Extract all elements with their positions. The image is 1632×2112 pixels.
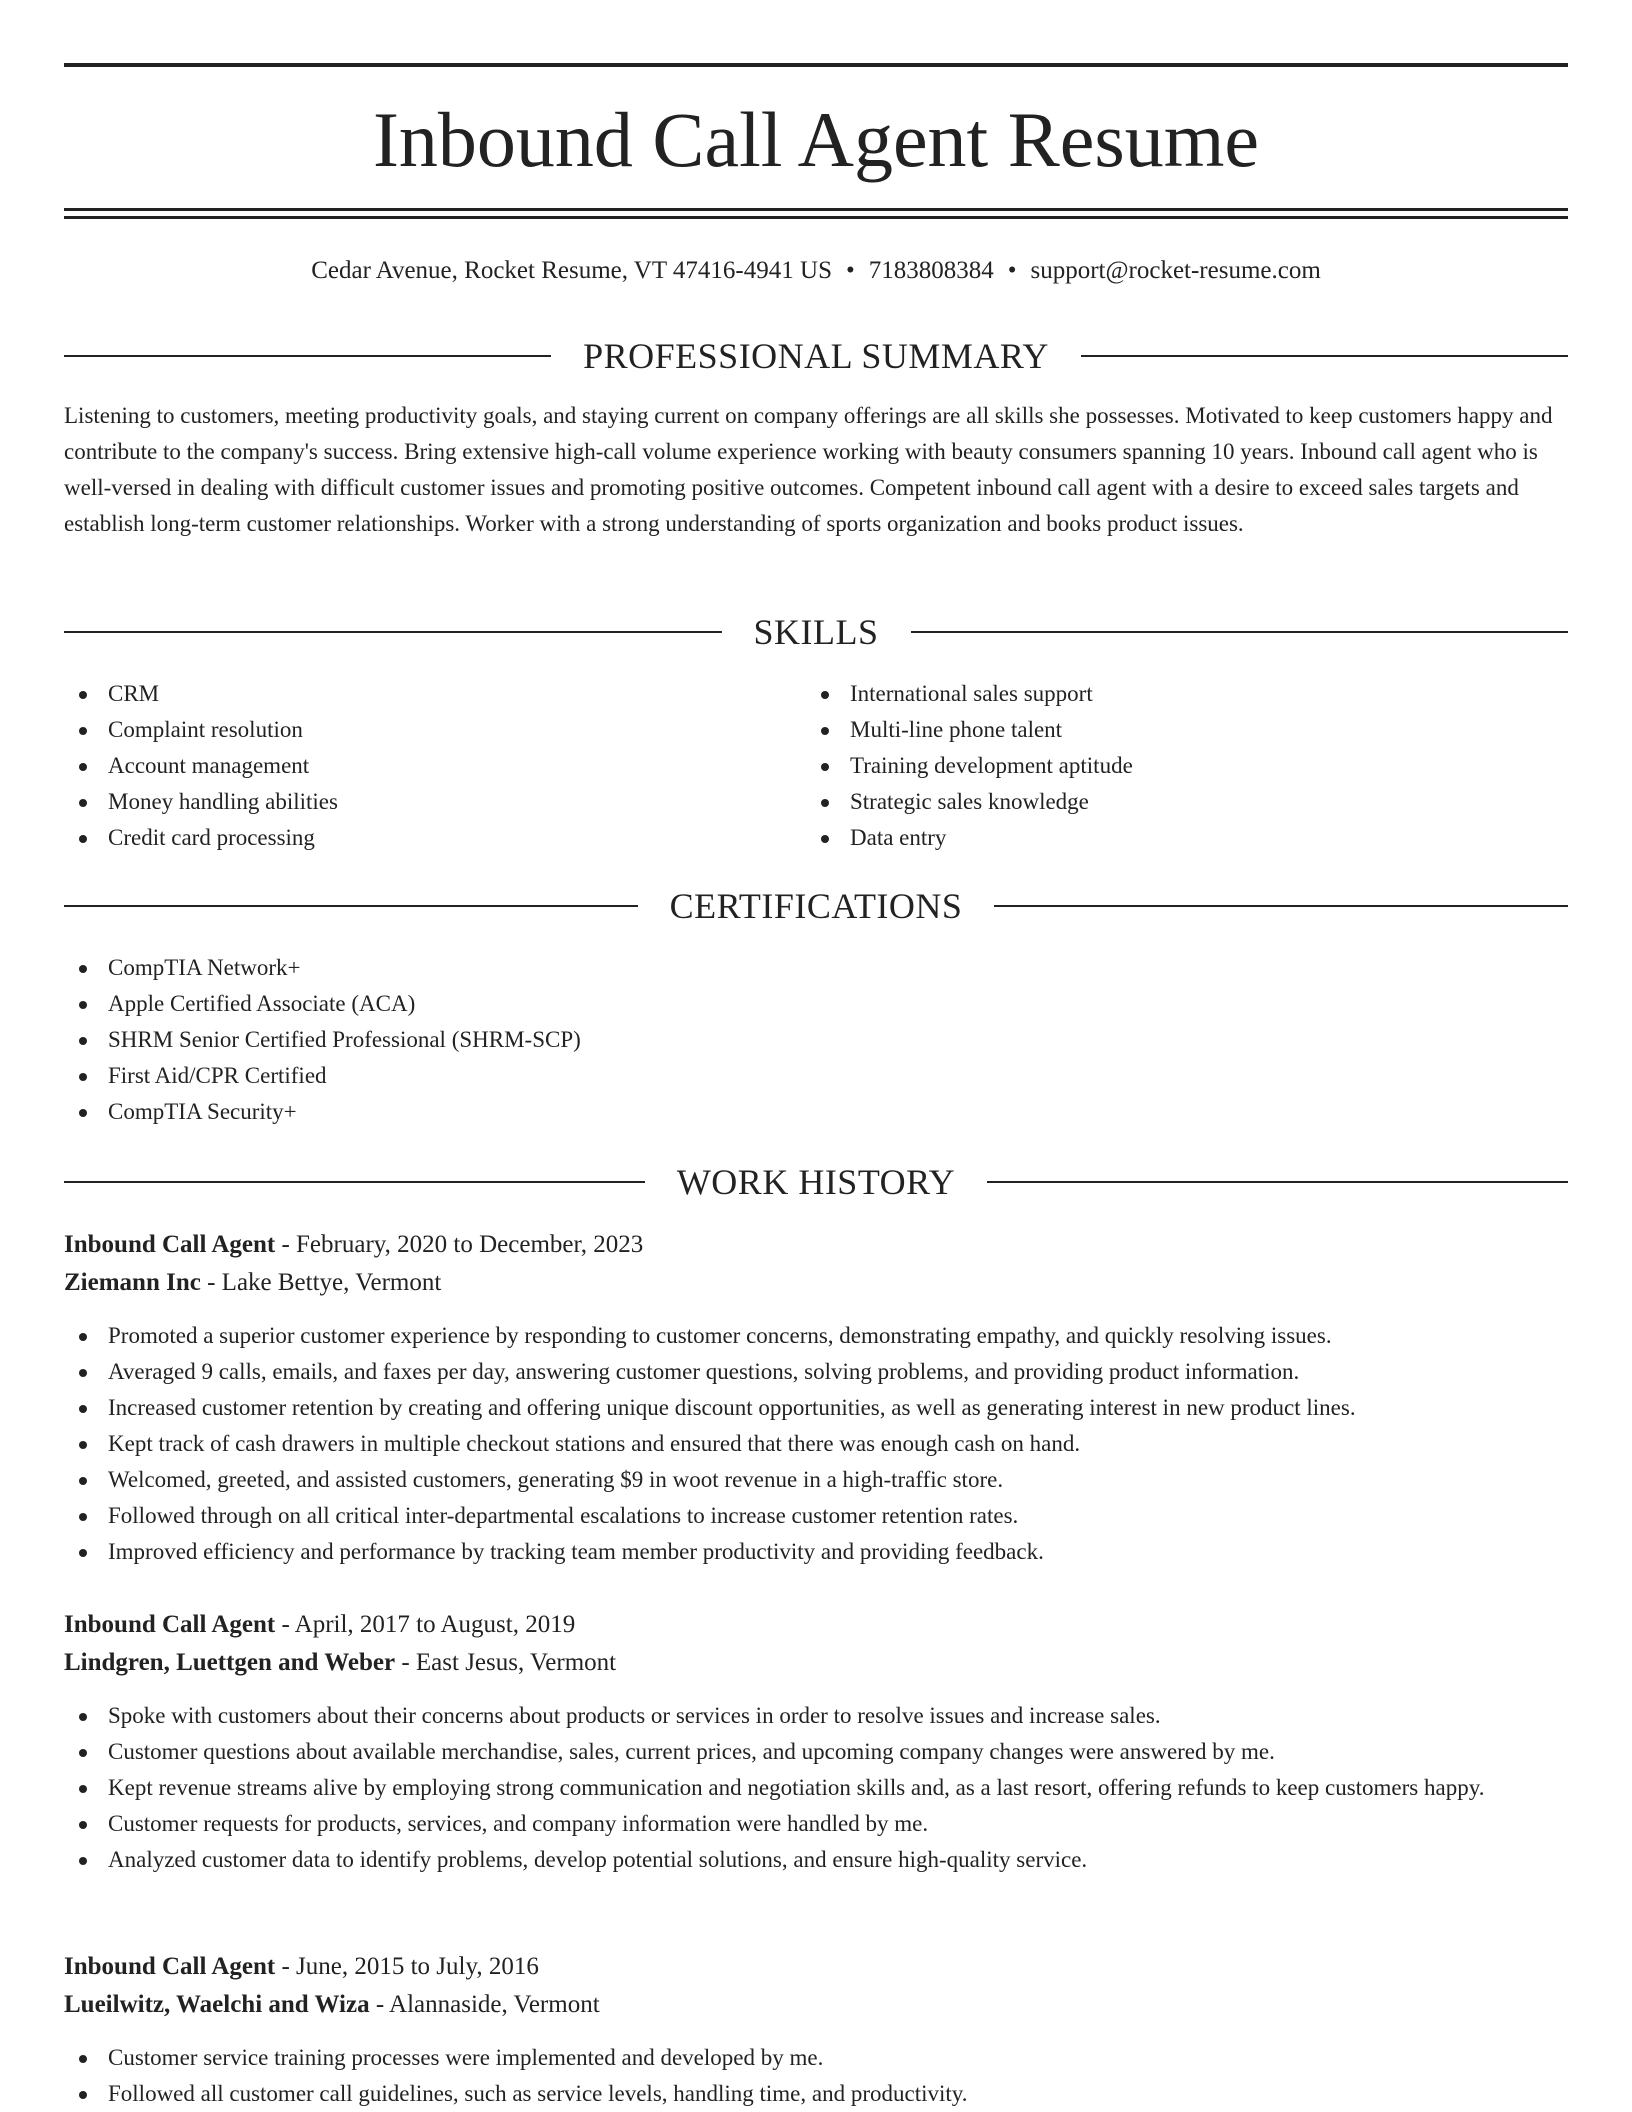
job-location: - Alannaside, Vermont [369,1991,600,2018]
job-duty-item: Customer requests for products, services, and company information were handled by me. [64,1806,1568,1842]
job-title-line [64,1226,1568,1264]
job-entry [64,1948,1568,2112]
skills-list-left [64,676,764,856]
heading-rule-right [987,1181,1568,1183]
job-duty-item: Kept track of cash drawers in multiple checkout stations and ensured that there was enough cash on hand. [64,1426,1568,1462]
job-location: - East Jesus, Vermont [395,1649,617,1676]
heading-rule-right [1081,355,1568,357]
job-duties-list [64,1318,1568,1570]
job-duty-item: Welcomed, greeted, and assisted customers, generating $9 in woot revenue in a high-traffic store. [64,1462,1568,1498]
job-duty-item: Spoke with customers about their concerns about products or services in order to resolve issues and increase sales. [64,1698,1568,1734]
heading-rule-left [64,1181,645,1183]
job-company: Ziemann Inc [64,1269,201,1296]
job-dates: - February, 2020 to December, 2023 [275,1231,644,1258]
certifications-block [64,950,1568,1130]
summary-section-heading [64,334,1568,378]
certification-item: First Aid/CPR Certified [64,1058,1568,1094]
heading-rule-left [64,631,722,633]
skill-item: Multi-line phone talent [806,712,1506,748]
certifications-heading-label: CERTIFICATIONS [669,886,963,926]
job-company: Lueilwitz, Waelchi and Wiza [64,1991,370,2018]
contact-address: Cedar Avenue, Rocket Resume, VT 47416-4941 US [311,257,832,284]
skills-section-heading [64,610,1568,654]
job-entry [64,1606,1568,1878]
skills-list-right [806,676,1506,856]
job-location: - Lake Bettye, Vermont [200,1269,442,1296]
job-title-line [64,1606,1568,1644]
job-entry [64,1226,1568,1570]
job-duty-item: Promoted a superior customer experience by responding to customer concerns, demonstrating empathy, and quickly resolving issues. [64,1318,1568,1354]
heading-rule-right [911,631,1569,633]
skill-item: Credit card processing [64,820,764,856]
work-history-section-heading [64,1160,1568,1204]
job-dates: - June, 2015 to July, 2016 [275,1953,539,1980]
professional-summary: Listening to customers, meeting productivity goals, and staying current on company offerings are all skills she possesses. Motivated to keep customers happy and contribute to the company's success. Bring extensive high-call volume experience working with beauty consumers spanning 10 years. Inbound call agent who is well-versed in dealing with difficult customer issues and promoting positive outcomes. Competent inbound call agent with a desire to exceed sales targets and establish long-term customer relationships. Worker with a strong understanding of sports organization and books product issues. [64,403,1553,536]
contact-email[interactable]: support@rocket-resume.com [1030,257,1321,284]
skill-item: International sales support [806,676,1506,712]
certification-item: Apple Certified Associate (ACA) [64,986,1568,1022]
job-duty-item: Customer questions about available merchandise, sales, current prices, and upcoming company changes were answered by me. [64,1734,1568,1770]
job-title: Inbound Call Agent [64,1953,276,1980]
skill-item: Strategic sales knowledge [806,784,1506,820]
page-title: Inbound Call Agent Resume [372,96,1260,183]
job-duty-item: Customer service training processes were implemented and developed by me. [64,2040,1568,2076]
job-title: Inbound Call Agent [64,1611,276,1638]
certification-item: CompTIA Security+ [64,1094,1568,1130]
skill-item: CRM [64,676,764,712]
job-duties-list [64,1698,1568,1878]
job-title: Inbound Call Agent [64,1231,276,1258]
job-duty-item: Averaged 9 calls, emails, and faxes per day, answering customer questions, solving problems, and providing product information. [64,1354,1568,1390]
contact-separator: • [845,257,855,284]
summary-heading-label: PROFESSIONAL SUMMARY [583,336,1049,376]
job-duty-item: Followed all customer call guidelines, such as service levels, handling time, and productivity. [64,2076,1568,2112]
skill-item: Account management [64,748,764,784]
job-company-line [64,1644,1568,1682]
job-company: Lindgren, Luettgen and Weber [64,1649,396,1676]
title-divider-upper [64,208,1568,211]
job-company-line [64,1264,1568,1302]
contact-phone: 7183808384 [868,257,994,284]
skill-item: Money handling abilities [64,784,764,820]
contact-info [64,254,1568,288]
top-divider [64,63,1568,67]
certification-item: SHRM Senior Certified Professional (SHRM-SCP) [64,1022,1568,1058]
title-divider-lower [64,216,1568,219]
heading-rule-right [994,905,1568,907]
contact-separator: • [1007,257,1017,284]
skills-heading-label: SKILLS [753,612,879,652]
certifications-list [64,950,1568,1130]
certification-item: CompTIA Network+ [64,950,1568,986]
skill-item: Complaint resolution [64,712,764,748]
heading-rule-left [64,355,551,357]
heading-rule-left [64,905,638,907]
job-duty-item: Increased customer retention by creating and offering unique discount opportunities, as well as generating interest in new product lines. [64,1390,1568,1426]
certifications-section-heading [64,884,1568,928]
job-duty-item: Followed through on all critical inter-departmental escalations to increase customer retention rates. [64,1498,1568,1534]
job-duties-list [64,2040,1568,2112]
job-duty-item: Kept revenue streams alive by employing strong communication and negotiation skills and, as a last resort, offering refunds to keep customers happy. [64,1770,1568,1806]
job-company-line [64,1986,1568,2024]
skills-column-left [64,676,764,856]
work-history-heading-label: WORK HISTORY [676,1162,956,1202]
skills-column-right [806,676,1506,856]
job-duty-item: Improved efficiency and performance by tracking team member productivity and providing feedback. [64,1534,1568,1570]
job-title-line [64,1948,1568,1986]
job-duty-item: Analyzed customer data to identify problems, develop potential solutions, and ensure high-quality service. [64,1842,1568,1878]
skill-item: Data entry [806,820,1506,856]
job-dates: - April, 2017 to August, 2019 [275,1611,576,1638]
skill-item: Training development aptitude [806,748,1506,784]
